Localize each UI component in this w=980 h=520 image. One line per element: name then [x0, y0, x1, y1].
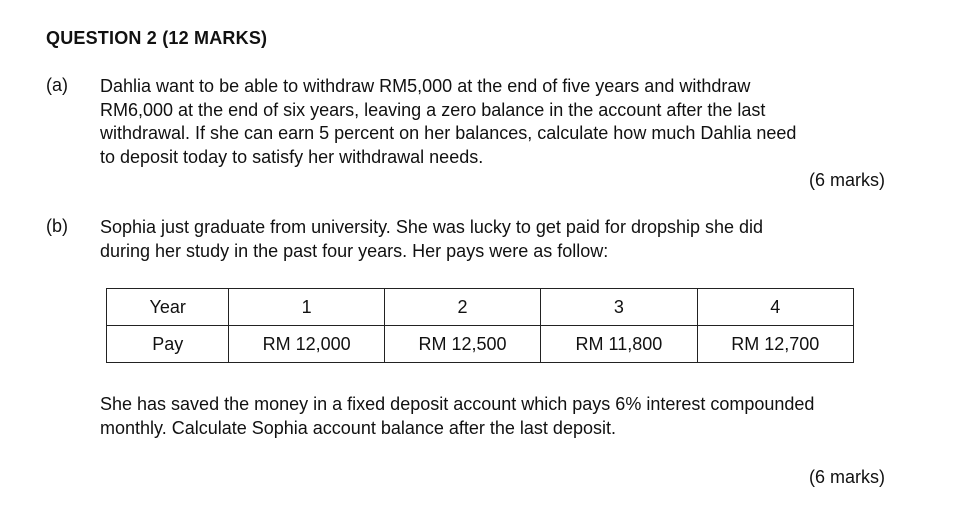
part-a-line: Dahlia want to be able to withdraw RM5,000 at the end of five years and withdraw — [100, 76, 751, 96]
part-b-label: (b) — [46, 216, 68, 236]
question-heading: QUESTION 2 (12 MARKS) — [46, 28, 268, 48]
part-b-followup-line: She has saved the money in a fixed deposit account which pays 6% interest compounded — [100, 394, 815, 414]
part-b-text — [100, 216, 886, 263]
pay-table — [106, 288, 854, 363]
part-a-marks: (6 marks) — [809, 170, 885, 190]
part-b-line: Sophia just graduate from university. She was lucky to get paid for dropship she did — [100, 217, 764, 237]
part-a-line: to deposit today to satisfy her withdrawal needs. — [100, 146, 484, 167]
table-cell-pay: RM 12,700 — [697, 326, 853, 363]
table-cell-pay: RM 12,500 — [384, 326, 540, 363]
part-b-followup-text — [100, 393, 886, 440]
table-row-header: Pay — [107, 326, 229, 363]
table-cell-year: 2 — [384, 289, 540, 326]
part-a-line: withdrawal. If she can earn 5 percent on her balances, calculate how much Dahlia need — [100, 123, 797, 143]
part-a-line: RM6,000 at the end of six years, leaving a zero balance in the account after the last — [100, 99, 766, 120]
part-b-line: during her study in the past four years. Her pays were as follow: — [100, 240, 609, 261]
table-cell-pay: RM 11,800 — [541, 326, 697, 363]
part-b-followup-line: monthly. Calculate Sophia account balance after the last deposit. — [100, 417, 616, 438]
part-a-text — [100, 75, 886, 169]
part-b-marks: (6 marks) — [809, 467, 885, 487]
table-row-pay — [107, 326, 854, 363]
table-cell-year: 1 — [229, 289, 384, 326]
part-a-label: (a) — [46, 75, 68, 95]
table-row-year — [107, 289, 854, 326]
table-cell-pay: RM 12,000 — [229, 326, 384, 363]
table-row-header: Year — [107, 289, 229, 326]
table-cell-year: 4 — [697, 289, 853, 326]
table-cell-year: 3 — [541, 289, 697, 326]
